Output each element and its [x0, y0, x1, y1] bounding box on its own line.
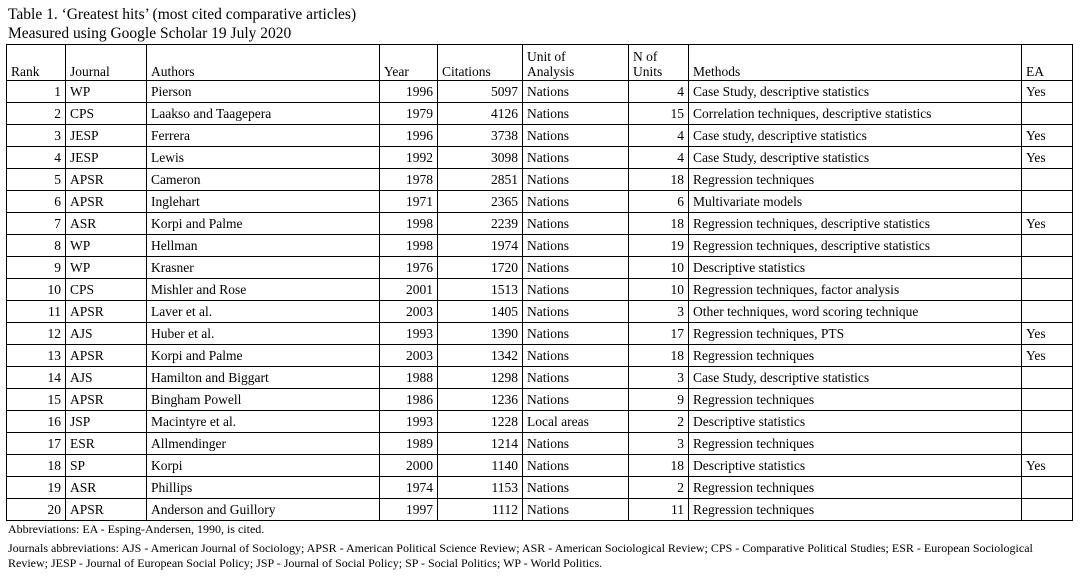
cell-methods: Regression techniques: [689, 345, 1022, 367]
cell-unit-of-analysis: Nations: [523, 433, 629, 455]
cell-authors: Bingham Powell: [147, 389, 380, 411]
cell-unit-of-analysis: Nations: [523, 147, 629, 169]
cell-n-of-units: 3: [629, 433, 689, 455]
cell-authors: Macintyre et al.: [147, 411, 380, 433]
cell-journal: CPS: [66, 103, 147, 125]
cell-ea: [1022, 411, 1073, 433]
cell-citations: 1153: [438, 477, 523, 499]
cell-citations: 4126: [438, 103, 523, 125]
cell-unit-of-analysis: Nations: [523, 169, 629, 191]
table-row: [7, 125, 1073, 147]
cell-n-of-units: 4: [629, 125, 689, 147]
cell-journal: JSP: [66, 411, 147, 433]
cell-unit-of-analysis: Nations: [523, 125, 629, 147]
cell-year: 1993: [380, 411, 438, 433]
footnote-journals: Journals abbreviations: AJS - American Journal of Sociology; APSR - American Political Science Review; ASR - American Sociological Review; CPS - Comparative Political Studies; ESR - European Sociological Review; JESP - Journal of European Social Policy; JSP - Journal of Social Policy; SP - Social Politics; WP - World Politics.: [8, 541, 1033, 570]
cell-rank: 20: [7, 499, 66, 521]
table-row: [7, 213, 1073, 235]
cell-rank: 16: [7, 411, 66, 433]
cell-citations: 1513: [438, 279, 523, 301]
header-ea: EA: [1022, 45, 1073, 81]
cell-unit-of-analysis: Nations: [523, 279, 629, 301]
cell-rank: 18: [7, 455, 66, 477]
cell-ea: [1022, 191, 1073, 213]
cell-ea: [1022, 169, 1073, 191]
cell-ea: [1022, 235, 1073, 257]
cell-ea: [1022, 433, 1073, 455]
cell-rank: 8: [7, 235, 66, 257]
cell-year: 1997: [380, 499, 438, 521]
cell-rank: 12: [7, 323, 66, 345]
cell-methods: Regression techniques, descriptive statistics: [689, 213, 1022, 235]
cell-n-of-units: 17: [629, 323, 689, 345]
cell-rank: 1: [7, 81, 66, 103]
cell-authors: Korpi: [147, 455, 380, 477]
cell-citations: 2239: [438, 213, 523, 235]
cell-ea: [1022, 389, 1073, 411]
cell-n-of-units: 18: [629, 213, 689, 235]
cell-year: 1978: [380, 169, 438, 191]
cell-citations: 5097: [438, 81, 523, 103]
cell-authors: Laakso and Taagepera: [147, 103, 380, 125]
cell-year: 1974: [380, 477, 438, 499]
cell-methods: Regression techniques: [689, 169, 1022, 191]
cell-methods: Correlation techniques, descriptive statistics: [689, 103, 1022, 125]
cell-ea: Yes: [1022, 125, 1073, 147]
table-row: [7, 235, 1073, 257]
cell-authors: Inglehart: [147, 191, 380, 213]
table-row: [7, 257, 1073, 279]
table-row: [7, 367, 1073, 389]
cell-citations: 1112: [438, 499, 523, 521]
footnote-abbreviations: Abbreviations: EA - Esping-Andersen, 1990, is cited.: [8, 522, 265, 536]
cell-unit-of-analysis: Nations: [523, 389, 629, 411]
table-header-row: [7, 45, 1073, 81]
table-row: [7, 455, 1073, 477]
cell-unit-of-analysis: Local areas: [523, 411, 629, 433]
cell-journal: WP: [66, 235, 147, 257]
cell-journal: APSR: [66, 499, 147, 521]
header-rank: Rank: [7, 45, 66, 81]
cell-n-of-units: 6: [629, 191, 689, 213]
cell-authors: Huber et al.: [147, 323, 380, 345]
cell-citations: 1298: [438, 367, 523, 389]
cell-citations: 1405: [438, 301, 523, 323]
cell-rank: 11: [7, 301, 66, 323]
cell-n-of-units: 4: [629, 81, 689, 103]
cell-rank: 19: [7, 477, 66, 499]
cell-year: 1992: [380, 147, 438, 169]
header-citations: Citations: [438, 45, 523, 81]
cell-ea: Yes: [1022, 455, 1073, 477]
cell-unit-of-analysis: Nations: [523, 323, 629, 345]
cell-ea: [1022, 367, 1073, 389]
cell-rank: 7: [7, 213, 66, 235]
table-title: Table 1. ‘Greatest hits’ (most cited comparative articles): [8, 6, 357, 23]
cell-n-of-units: 10: [629, 279, 689, 301]
cell-ea: [1022, 499, 1073, 521]
table-row: [7, 169, 1073, 191]
cell-year: 2000: [380, 455, 438, 477]
cell-journal: AJS: [66, 367, 147, 389]
cell-authors: Pierson: [147, 81, 380, 103]
citations-table: [6, 44, 1073, 521]
cell-rank: 13: [7, 345, 66, 367]
cell-unit-of-analysis: Nations: [523, 477, 629, 499]
table-body: [7, 81, 1073, 521]
cell-journal: WP: [66, 257, 147, 279]
cell-year: 1996: [380, 81, 438, 103]
cell-rank: 10: [7, 279, 66, 301]
header-journal: Journal: [66, 45, 147, 81]
cell-ea: [1022, 257, 1073, 279]
cell-methods: Descriptive statistics: [689, 411, 1022, 433]
cell-methods: Multivariate models: [689, 191, 1022, 213]
table-row: [7, 103, 1073, 125]
cell-authors: Hamilton and Biggart: [147, 367, 380, 389]
cell-citations: 1236: [438, 389, 523, 411]
cell-journal: AJS: [66, 323, 147, 345]
cell-n-of-units: 18: [629, 345, 689, 367]
cell-authors: Phillips: [147, 477, 380, 499]
cell-n-of-units: 2: [629, 411, 689, 433]
cell-year: 1988: [380, 367, 438, 389]
cell-year: 1996: [380, 125, 438, 147]
cell-methods: Case Study, descriptive statistics: [689, 147, 1022, 169]
cell-journal: APSR: [66, 345, 147, 367]
cell-journal: APSR: [66, 301, 147, 323]
cell-ea: Yes: [1022, 345, 1073, 367]
cell-year: 2003: [380, 345, 438, 367]
cell-rank: 17: [7, 433, 66, 455]
cell-journal: ESR: [66, 433, 147, 455]
cell-unit-of-analysis: Nations: [523, 235, 629, 257]
cell-year: 1998: [380, 213, 438, 235]
table-row: [7, 191, 1073, 213]
cell-journal: APSR: [66, 169, 147, 191]
cell-methods: Regression techniques, descriptive statistics: [689, 235, 1022, 257]
cell-methods: Regression techniques: [689, 477, 1022, 499]
cell-n-of-units: 3: [629, 301, 689, 323]
cell-citations: 1974: [438, 235, 523, 257]
cell-citations: 1140: [438, 455, 523, 477]
cell-authors: Korpi and Palme: [147, 345, 380, 367]
cell-unit-of-analysis: Nations: [523, 81, 629, 103]
cell-methods: Descriptive statistics: [689, 455, 1022, 477]
cell-unit-of-analysis: Nations: [523, 499, 629, 521]
cell-authors: Hellman: [147, 235, 380, 257]
cell-year: 2001: [380, 279, 438, 301]
cell-unit-of-analysis: Nations: [523, 455, 629, 477]
cell-methods: Regression techniques: [689, 389, 1022, 411]
cell-year: 1979: [380, 103, 438, 125]
cell-authors: Ferrera: [147, 125, 380, 147]
cell-n-of-units: 18: [629, 169, 689, 191]
cell-n-of-units: 19: [629, 235, 689, 257]
cell-authors: Allmendinger: [147, 433, 380, 455]
cell-rank: 3: [7, 125, 66, 147]
cell-authors: Laver et al.: [147, 301, 380, 323]
cell-citations: 3098: [438, 147, 523, 169]
cell-year: 1993: [380, 323, 438, 345]
cell-rank: 4: [7, 147, 66, 169]
cell-n-of-units: 10: [629, 257, 689, 279]
cell-journal: APSR: [66, 389, 147, 411]
cell-journal: APSR: [66, 191, 147, 213]
table-row: [7, 499, 1073, 521]
header-n-of-units: N of Units: [629, 45, 689, 81]
cell-unit-of-analysis: Nations: [523, 345, 629, 367]
cell-citations: 1342: [438, 345, 523, 367]
cell-n-of-units: 2: [629, 477, 689, 499]
cell-unit-of-analysis: Nations: [523, 301, 629, 323]
cell-ea: Yes: [1022, 213, 1073, 235]
cell-ea: [1022, 301, 1073, 323]
cell-unit-of-analysis: Nations: [523, 257, 629, 279]
cell-journal: ASR: [66, 477, 147, 499]
cell-ea: Yes: [1022, 147, 1073, 169]
cell-year: 1976: [380, 257, 438, 279]
cell-authors: Mishler and Rose: [147, 279, 380, 301]
cell-authors: Anderson and Guillory: [147, 499, 380, 521]
table-row: [7, 81, 1073, 103]
cell-year: 1971: [380, 191, 438, 213]
table-row: [7, 345, 1073, 367]
cell-citations: 1390: [438, 323, 523, 345]
cell-rank: 9: [7, 257, 66, 279]
cell-citations: 3738: [438, 125, 523, 147]
cell-unit-of-analysis: Nations: [523, 213, 629, 235]
cell-unit-of-analysis: Nations: [523, 191, 629, 213]
table-row: [7, 323, 1073, 345]
cell-methods: Descriptive statistics: [689, 257, 1022, 279]
cell-rank: 14: [7, 367, 66, 389]
cell-rank: 6: [7, 191, 66, 213]
table-row: [7, 147, 1073, 169]
cell-unit-of-analysis: Nations: [523, 367, 629, 389]
cell-journal: SP: [66, 455, 147, 477]
cell-citations: 1720: [438, 257, 523, 279]
cell-ea: [1022, 103, 1073, 125]
cell-methods: Case Study, descriptive statistics: [689, 81, 1022, 103]
cell-n-of-units: 15: [629, 103, 689, 125]
table-row: [7, 301, 1073, 323]
cell-unit-of-analysis: Nations: [523, 103, 629, 125]
cell-authors: Korpi and Palme: [147, 213, 380, 235]
cell-n-of-units: 18: [629, 455, 689, 477]
cell-methods: Regression techniques, factor analysis: [689, 279, 1022, 301]
cell-authors: Cameron: [147, 169, 380, 191]
cell-journal: JESP: [66, 147, 147, 169]
cell-year: 1998: [380, 235, 438, 257]
cell-authors: Lewis: [147, 147, 380, 169]
cell-ea: [1022, 477, 1073, 499]
cell-methods: Regression techniques: [689, 499, 1022, 521]
header-year: Year: [380, 45, 438, 81]
table-row: [7, 279, 1073, 301]
cell-n-of-units: 9: [629, 389, 689, 411]
cell-ea: Yes: [1022, 323, 1073, 345]
cell-methods: Regression techniques: [689, 433, 1022, 455]
cell-rank: 15: [7, 389, 66, 411]
cell-year: 2003: [380, 301, 438, 323]
cell-citations: 1228: [438, 411, 523, 433]
cell-ea: Yes: [1022, 81, 1073, 103]
cell-methods: Case study, descriptive statistics: [689, 125, 1022, 147]
table-row: [7, 389, 1073, 411]
cell-n-of-units: 3: [629, 367, 689, 389]
cell-journal: ASR: [66, 213, 147, 235]
table-row: [7, 477, 1073, 499]
header-methods: Methods: [689, 45, 1022, 81]
cell-journal: WP: [66, 81, 147, 103]
cell-ea: [1022, 279, 1073, 301]
cell-journal: CPS: [66, 279, 147, 301]
cell-citations: 2365: [438, 191, 523, 213]
cell-n-of-units: 4: [629, 147, 689, 169]
cell-year: 1986: [380, 389, 438, 411]
table-row: [7, 411, 1073, 433]
cell-rank: 2: [7, 103, 66, 125]
cell-journal: JESP: [66, 125, 147, 147]
cell-n-of-units: 11: [629, 499, 689, 521]
header-unit-of-analysis: Unit of Analysis: [523, 45, 629, 81]
header-authors: Authors: [147, 45, 380, 81]
cell-citations: 1214: [438, 433, 523, 455]
cell-methods: Case Study, descriptive statistics: [689, 367, 1022, 389]
cell-methods: Regression techniques, PTS: [689, 323, 1022, 345]
cell-rank: 5: [7, 169, 66, 191]
cell-citations: 2851: [438, 169, 523, 191]
cell-authors: Krasner: [147, 257, 380, 279]
cell-methods: Other techniques, word scoring technique: [689, 301, 1022, 323]
table-row: [7, 433, 1073, 455]
cell-year: 1989: [380, 433, 438, 455]
table-subtitle: Measured using Google Scholar 19 July 2020: [8, 25, 292, 42]
